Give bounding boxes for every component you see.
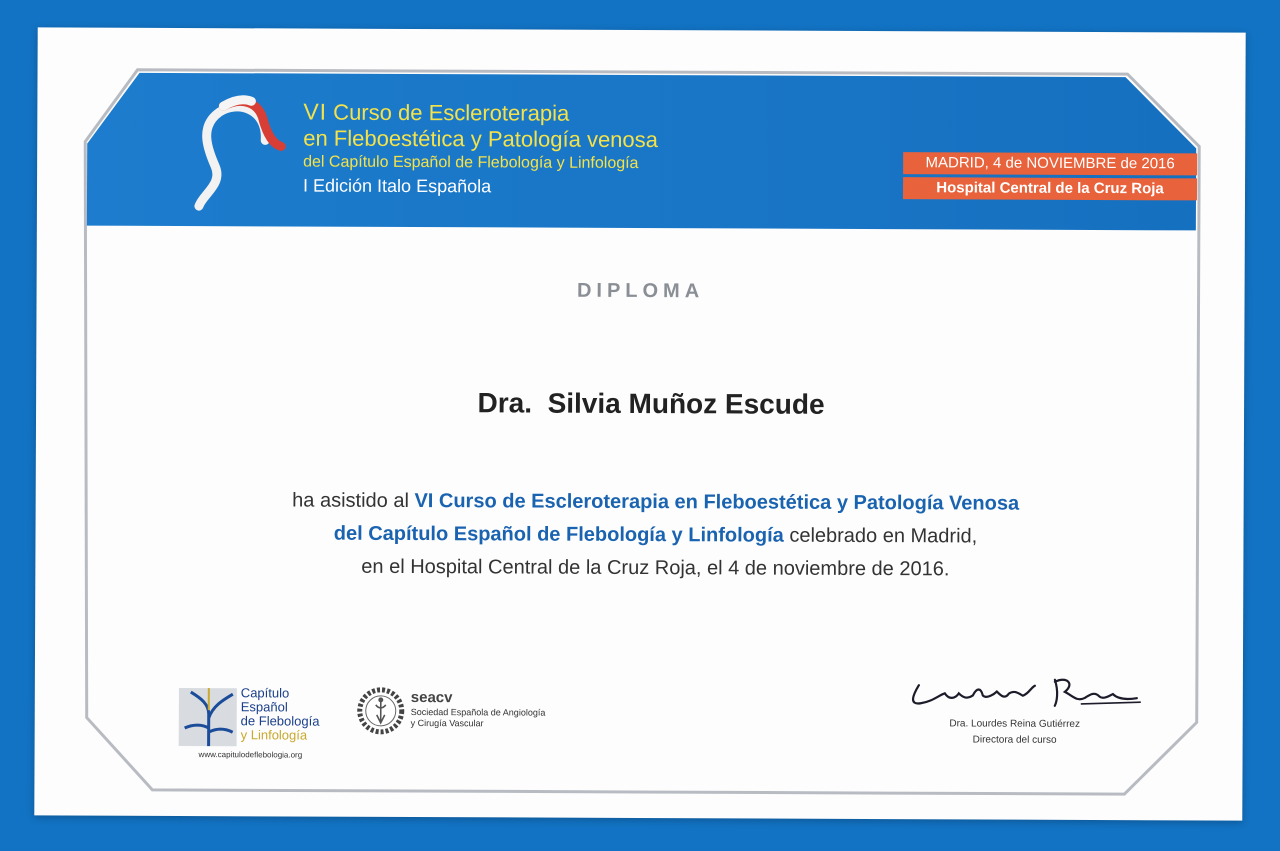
capitulo-line4: y Linfología — [240, 727, 308, 743]
capitulo-url: www.capitulodeflebologia.org — [198, 750, 303, 760]
capitulo-name — [241, 686, 351, 742]
course-title-text: Curso de Escleroterapia — [333, 99, 570, 126]
course-title-line3: del Capítulo Español de Flebología y Linfología — [303, 153, 639, 172]
signature-image — [905, 665, 1145, 716]
body-part2: celebrado en Madrid, — [783, 524, 978, 548]
recipient-name: Dra. Silvia Muñoz Escude — [477, 387, 825, 420]
course-edition: I Edición Italo Española — [302, 175, 492, 197]
course-title-line2: en Fleboestética y Patología venosa — [303, 125, 658, 153]
event-info-box — [903, 152, 1197, 200]
seacv-logo — [357, 687, 546, 740]
body-chapter-name: del Capítulo Español de Flebología y Linfología — [333, 522, 784, 547]
seacv-description: Sociedad Española de Angiología y Cirugía Vascular — [410, 707, 546, 729]
course-title-block — [303, 99, 658, 200]
capitulo-logo — [179, 684, 320, 760]
capitulo-line1: Capítulo — [240, 685, 290, 701]
diploma-body — [155, 484, 1155, 587]
body-part1: ha asistido al — [292, 489, 415, 513]
body-part3: en el Hospital Central de la Cruz Roja, el 4 de noviembre de 2016. — [361, 555, 950, 581]
diploma-heading: DIPLOMA — [576, 279, 705, 303]
signer-role: Directora del curso — [972, 734, 1057, 746]
course-roman: VI — [303, 98, 328, 125]
signer-name: Dra. Lourdes Reina Gutiérrez — [949, 718, 1081, 730]
capitulo-line3: de Flebología — [240, 713, 320, 729]
diploma-paper — [34, 27, 1245, 820]
seacv-name: seacv — [410, 689, 453, 707]
event-place: Hospital Central de la Cruz Roja — [903, 177, 1197, 200]
body-course-name: VI Curso de Escleroterapia en Fleboestética y Patología Venosa — [414, 490, 1020, 515]
event-date: MADRID, 4 de NOVIEMBRE de 2016 — [903, 152, 1197, 175]
course-title-line1 — [303, 99, 658, 128]
seacv-emblem-icon — [357, 687, 405, 735]
vein-tree-icon — [179, 684, 239, 748]
capitulo-line2: Español — [240, 699, 288, 715]
